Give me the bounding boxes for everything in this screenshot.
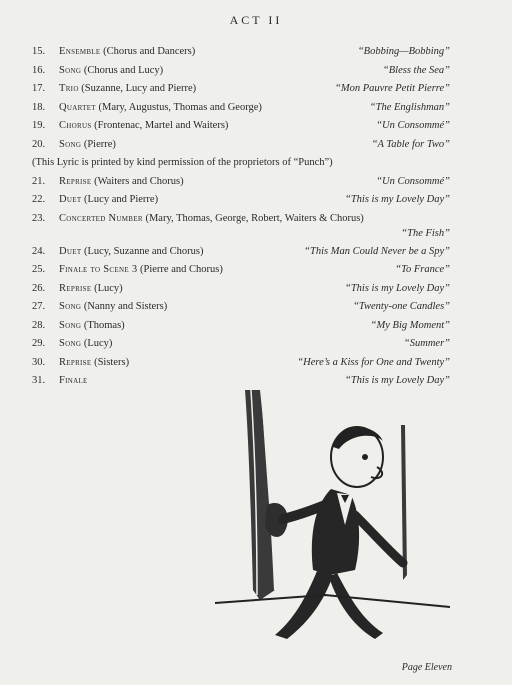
item-kind: Song [59,64,82,76]
item-description [59,373,88,389]
item-description [59,262,223,278]
item-description [59,63,163,79]
item-description [59,211,364,227]
item-detail: (Lucy) [81,338,113,349]
item-detail: (Lucy, Suzanne and Chorus) [81,245,204,257]
waiter-behind-curtain-illustration [205,385,455,655]
item-detail: (Thomas) [81,319,125,331]
item-detail: (Frontenac, Martel and Waiters) [91,120,229,131]
list-item [32,318,450,337]
item-description [59,244,203,260]
song-title: “The Englishman” [369,101,450,113]
list-item [32,44,450,63]
item-number: 17. [32,83,46,94]
item-detail: (Waiters and Chorus) [91,175,184,187]
song-title: “Mon Pauvre Petit Pierre” [335,83,450,94]
list-item [32,174,450,193]
list-item [32,100,450,119]
list-item [32,63,450,82]
song-title: “Bless the Sea” [382,64,450,76]
song-title: “Summer” [403,338,450,349]
song-title: “A Table for Two” [371,138,450,150]
item-description [59,355,129,371]
item-description [59,192,158,208]
list-item [32,192,450,211]
song-title: “Un Consommé” [376,120,450,131]
item-number: 21. [32,175,46,187]
list-item [32,299,450,318]
song-title: “This Man Could Never be a Spy” [304,245,450,257]
item-number: 23. [32,212,46,224]
song-title: “Bobbing—Bobbing” [357,46,450,57]
song-title: “This is my Lovely Day” [345,194,450,205]
list-item [32,355,450,374]
list-item [32,244,450,263]
song-title: “Un Consommé” [376,175,450,187]
act-title: ACT II [229,13,283,27]
item-kind: Chorus [59,120,92,131]
item-kind: Reprise [59,175,92,187]
item-detail: (Lucy and Pierre) [81,194,159,205]
item-kind: Reprise [59,356,92,368]
item-number: 19. [32,120,46,131]
item-description [59,336,112,352]
item-detail: (Pierre and Chorus) [137,264,223,275]
item-number: 20. [32,138,46,150]
song-title: “Here’s a Kiss for One and Twenty” [297,356,450,368]
list-item [32,211,450,244]
item-kind: Reprise [59,282,92,294]
list-item [32,137,450,156]
item-number: 29. [32,338,46,349]
item-kind: Duet [59,245,82,257]
item-number: 15. [32,46,46,57]
item-detail: (Nanny and Sisters) [81,301,168,312]
item-kind: Song [59,138,82,150]
page-number: Page Eleven [401,662,452,673]
item-number: 24. [32,245,46,257]
item-kind: Song [59,319,82,331]
item-number: 16. [32,64,46,76]
item-number: 27. [32,301,46,312]
item-description [59,118,228,134]
item-kind: Song [59,338,82,349]
item-kind: Song [59,301,82,312]
item-detail: (Pierre) [81,138,116,150]
item-number: 30. [32,356,46,368]
song-title: “Twenty-one Candles” [353,301,450,312]
list-item [32,262,450,281]
song-title: “My Big Moment” [370,319,450,331]
item-detail: (Sisters) [91,356,130,368]
song-title: “This is my Lovely Day” [345,282,450,294]
item-number: 18. [32,101,46,113]
song-title: “To France” [395,264,450,275]
item-kind: Ensemble [59,46,101,57]
item-description [59,137,116,153]
list-item [32,336,450,355]
musical-numbers-list [32,44,450,392]
item-description [59,44,195,60]
item-number: 25. [32,264,46,275]
song-title: “The Fish” [401,227,450,239]
item-kind: Duet [59,194,82,205]
item-number: 31. [32,375,46,386]
item-detail: (Lucy) [91,282,123,294]
item-kind: Trio [59,83,79,94]
item-detail: (Mary, Augustus, Thomas and George) [95,101,262,113]
item-description [59,100,262,116]
item-detail: (Suzanne, Lucy and Pierre) [78,83,197,94]
item-number: 26. [32,282,46,294]
item-description [59,81,196,97]
item-kind: Finale [59,375,88,386]
item-number: 22. [32,194,46,205]
list-item [32,118,450,137]
item-description [59,318,125,334]
item-detail: (Mary, Thomas, George, Robert, Waiters & Chorus) [142,212,364,224]
song-title: “This is my Lovely Day” [345,375,450,386]
item-description [59,299,167,315]
item-detail: (Chorus and Lucy) [81,64,164,76]
list-item [32,281,450,300]
item-number: 28. [32,319,46,331]
item-description [59,174,184,190]
item-detail: (Chorus and Dancers) [100,46,196,57]
item-kind: Quartet [59,101,96,113]
item-description [59,281,123,297]
list-item [32,81,450,100]
item-kind: Finale to Scene 3 [59,264,138,275]
item-kind: Concerted Number [59,212,143,224]
permission-note: (This Lyric is printed by kind permission of the proprietors of “Punch”) [32,157,333,168]
